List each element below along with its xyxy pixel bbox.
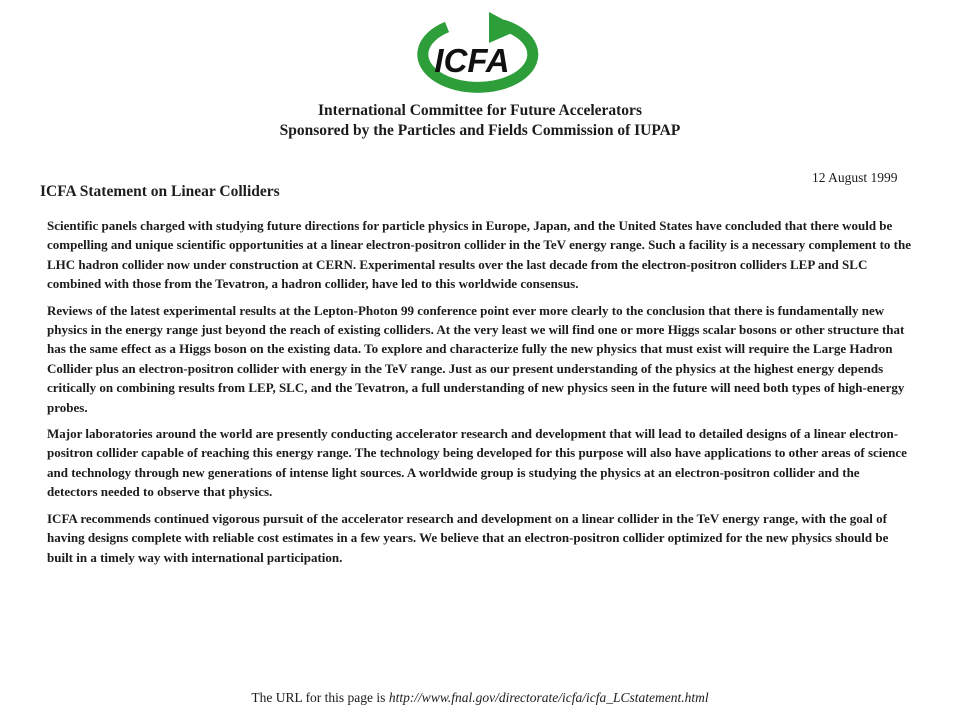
paragraph-2: Reviews of the latest experimental results at the Lepton-Photon 99 conference point ever more clearly to the conclusion that there is fundamentally new physics in the energy range just beyond the reach of existing colliders. At the very least we will find one or more Higgs scalar bosons or other structure that has the same effect as a Higgs boson on the existing data. To explore and characterize fully the new physics that must exist will require the Large Hadron Collider plus an electron-positron collider with energy in the TeV range. Just as our present understanding of the physics at the highest energy depends critically on combining results from LEP, SLC, and the Tevatron, a full understanding of new physics seen in the future will need both types of high-energy probes. [47, 302, 905, 415]
header-line-sponsor: Sponsored by the Particles and Fields Commission of IUPAP [279, 122, 681, 139]
logo-arrow [489, 12, 521, 43]
footer-prefix: The URL for this page is [251, 690, 389, 705]
footer [0, 690, 960, 706]
paragraph-4: ICFA recommends continued vigorous pursuit of the accelerator research and development on a linear collider in the TeV energy range, with the goal of having designs complete with reliable cost estimates in a few years. We believe that an electron-positron collider optimized for the new physics should be built in a timely way with international participation. [47, 510, 889, 565]
logo-text: ICFA [434, 42, 510, 79]
header [0, 101, 960, 141]
footer-url-link[interactable]: http://www.fnal.gov/directorate/icfa/icfa_LCstatement.html [388, 690, 709, 705]
icfa-logo [405, 12, 540, 102]
paragraph-3: Major laboratories around the world are presently conducting accelerator research and development that will lead to detailed designs of a linear electron-positron collider capable of reaching this energy range. The technology being developed for this purpose will also have applications to other areas of science and technology through new generations of intense light sources. A worldwide group is studying the physics at an electron-positron collider and the detectors needed to observe that physics. [47, 426, 907, 500]
statement-date: 12 August 1999 [812, 170, 898, 185]
paragraph-1: Scientific panels charged with studying future directions for particle physics in Europe, Japan, and the United States have concluded that there would be compelling and unique scientific opportunities at a linear electron-positron collider in the TeV energy range. Such a facility is a necessary complement to the LHC hadron collider now under construction at CERN. Experimental results over the last decade from the electron-positron colliders LEP and SLC combined with those from the Tevatron, a hadron collider, have led to this worldwide consensus. [47, 218, 911, 292]
header-line-committee: International Committee for Future Accelerators [318, 102, 642, 119]
statement-body [47, 216, 913, 574]
page-title: ICFA Statement on Linear Colliders [40, 183, 280, 200]
